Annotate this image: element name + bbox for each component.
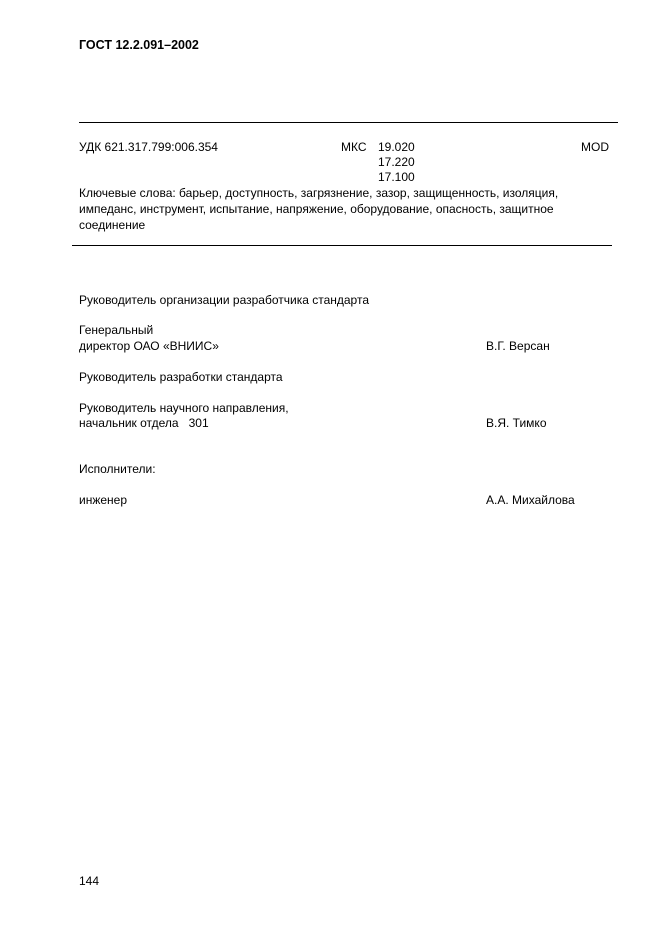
keywords: Ключевые слова: барьер, доступность, загрязнение, зазор, защищенность, изоляция, импеданс, инструмент, испытание, напряжение, оборудование, опасность, защитное соединение [79,186,559,232]
mks-label: МКС [341,140,367,154]
general-director-line2: директор ОАО «ВНИИС» [79,339,219,353]
science-head-line2: начальник отдела 301 [79,416,209,430]
engineer-name: А.А. Михайлова [486,493,575,507]
org-head-title: Руководитель организации разработчика стандарта [79,293,369,307]
general-director-name: В.Г. Версан [486,339,550,353]
mks-code-2: 17.220 [378,155,415,169]
mks-code-3: 17.100 [378,170,415,184]
page-number: 144 [79,874,100,888]
document-code: ГОСТ 12.2.091–2002 [79,38,199,52]
engineer-role: инженер [79,493,128,507]
dev-head-title: Руководитель разработки стандарта [79,370,283,384]
mks-code-1: 19.020 [378,140,415,154]
bottom-divider [72,245,612,246]
executors-title: Исполнители: [79,462,156,476]
general-director-line1: Генеральный [79,323,154,337]
udc-code: УДК 621.317.799:006.354 [79,140,218,154]
top-divider [79,122,618,123]
science-head-line1: Руководитель научного направления, [79,401,289,415]
science-head-name: В.Я. Тимко [486,416,547,430]
mod-label: MOD [581,140,609,154]
